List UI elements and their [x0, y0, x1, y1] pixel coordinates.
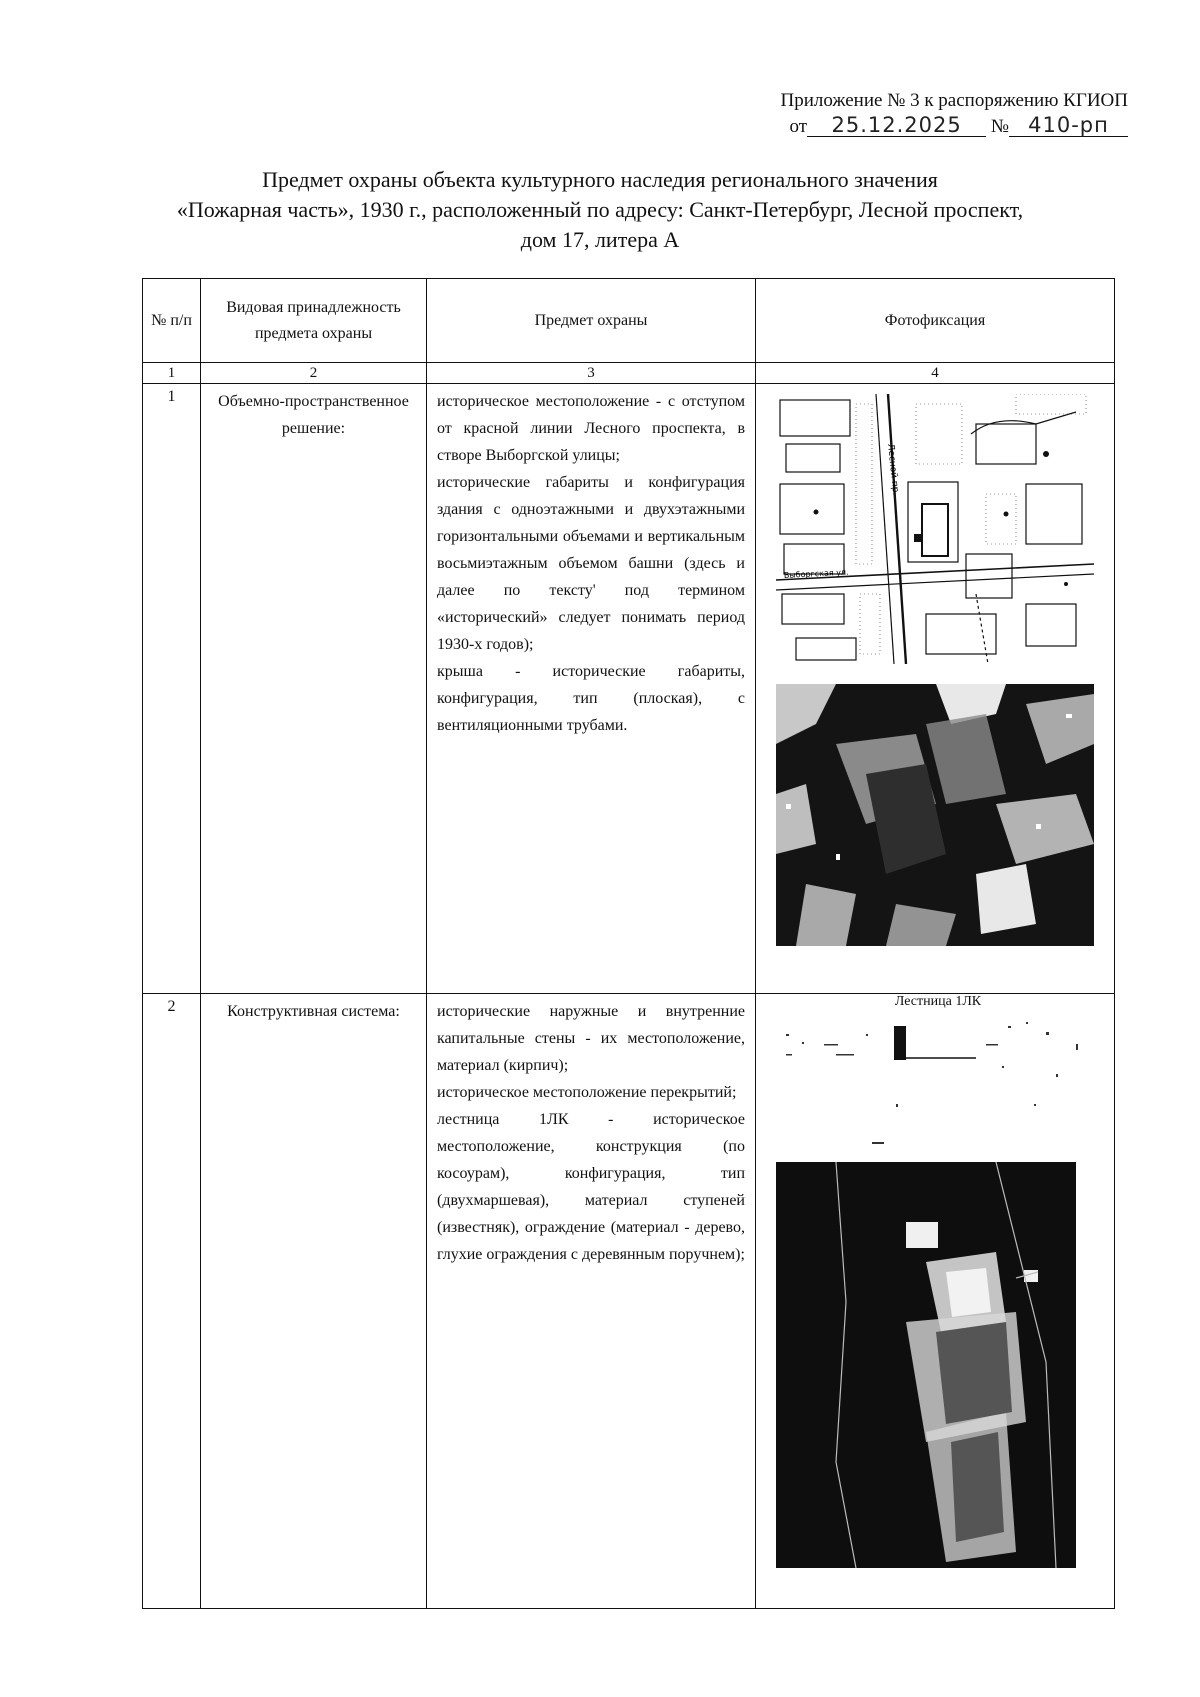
subject-item: историческое местоположение перекрытий;	[437, 1084, 737, 1101]
staircase-photo-image	[776, 1162, 1076, 1568]
header-number: № п/п	[143, 279, 201, 363]
row-subject	[427, 994, 756, 1609]
row-number: 2	[143, 994, 201, 1609]
site-plan-image	[776, 394, 1094, 664]
handwritten-number: 410-рп	[1009, 114, 1128, 137]
title-line-1: Предмет охраны объекта культурного наследия регионального значения	[262, 167, 938, 192]
date-number-line	[780, 114, 1128, 140]
row-photos	[756, 384, 1115, 994]
col-number-4: 4	[756, 363, 1115, 384]
appendix-line: Приложение № 3 к распоряжению КГИОП	[780, 90, 1128, 111]
column-number-row	[143, 363, 1115, 384]
title-line-2: «Пожарная часть», 1930 г., расположенный по адресу: Санкт-Петербург, Лесной проспект,	[176, 197, 1024, 222]
protection-subject-table	[142, 278, 1115, 1609]
row-subject	[427, 384, 756, 994]
subject-item: исторические наружные и внутренние капитальные стены - их местоположение, материал (кирпич);	[437, 1003, 745, 1074]
table-row	[143, 994, 1115, 1609]
table-row	[143, 384, 1115, 994]
number-label: №	[990, 116, 1009, 137]
map-label-street: Выборгская ул.	[783, 567, 849, 580]
subject-item: исторические габариты и конфигурация здания с одноэтажными и двухэтажными горизонтальными объемами и вертикальным восьмиэтажным объемом башни (здесь и далее по тексту' под термином «исторический» следует понимать период 1930-х годов);	[437, 474, 745, 653]
header-photo: Фотофиксация	[756, 279, 1115, 363]
header-subject: Предмет охраны	[427, 279, 756, 363]
aerial-photo-image	[776, 684, 1094, 946]
document-title	[80, 165, 1120, 255]
row-category: Конструктивная система:	[201, 994, 427, 1609]
table-header-row	[143, 279, 1115, 363]
col-number-2: 2	[201, 363, 427, 384]
order-reference	[780, 88, 1128, 140]
staircase-caption: Лестница 1ЛК	[894, 994, 982, 1009]
col-number-1: 1	[143, 363, 201, 384]
from-label: от	[789, 116, 808, 137]
staircase-plan-image	[776, 1014, 1094, 1154]
subject-item: историческое местоположение - с отступом от красной линии Лесного проспекта, в створе Выборгской улицы;	[437, 393, 745, 464]
handwritten-date: 25.12.2025	[807, 114, 986, 137]
row-category: Объемно-пространственное решение:	[201, 384, 427, 994]
header-category: Видовая принадлежность предмета охраны	[201, 279, 427, 363]
row-photos	[756, 994, 1115, 1609]
subject-item: крыша - исторические габариты, конфигурация, тип (плоская), с вентиляционными трубами.	[437, 663, 745, 734]
title-line-3: дом 17, литера А	[520, 227, 680, 252]
subject-item: лестница 1ЛК - историческое местоположение, конструкция (по косоурам), конфигурация, тип (двухмаршевая), материал ступеней (известняк), ограждение (материал - дерево, глухие ограждения с деревянным поручнем);	[437, 1111, 745, 1263]
map-label-avenue: Лесной пр.	[885, 443, 901, 496]
row-number: 1	[143, 384, 201, 994]
col-number-3: 3	[427, 363, 756, 384]
